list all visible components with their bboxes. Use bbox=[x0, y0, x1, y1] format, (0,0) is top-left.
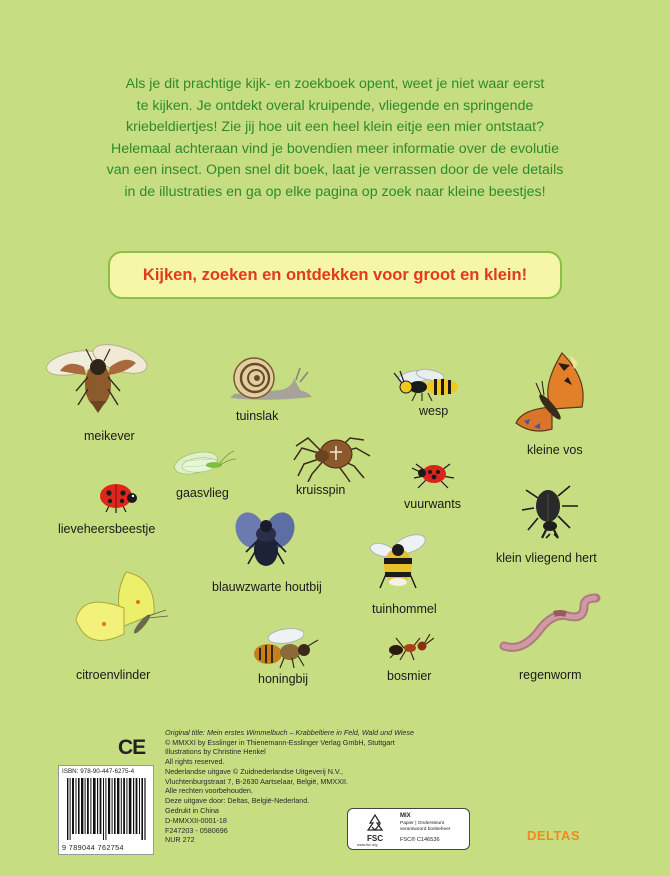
label-lieveheersbeestje: lieveheersbeestje bbox=[58, 522, 156, 536]
fsc-logo-text: FSC bbox=[367, 834, 383, 843]
fsc-tree-logo bbox=[356, 813, 394, 843]
code-line: D-MMXXII-0001-18 bbox=[165, 816, 227, 825]
label-honingbij: honingbij bbox=[258, 672, 309, 686]
fsc-text: Papier | Ondersteunt verantwoord bosbeheer bbox=[400, 821, 451, 832]
earthworm-illustration bbox=[498, 592, 602, 654]
slogan-banner: Kijken, zoeken en ontdekken voor groot en klein! bbox=[108, 251, 562, 299]
firebug-illustration bbox=[410, 458, 456, 490]
intro-line: Als je dit prachtige kijk- en zoekboek opent, weet je niet waar eerst bbox=[125, 76, 545, 92]
cockchafer-illustration bbox=[44, 337, 152, 423]
tortoiseshell-butterfly-illustration bbox=[512, 349, 590, 437]
credit-line: Gedrukt in China bbox=[165, 805, 219, 815]
fsc-label bbox=[347, 808, 470, 850]
stag-beetle-illustration bbox=[520, 480, 582, 540]
wood-ant-illustration bbox=[384, 632, 434, 664]
publisher-logo: DELTAS bbox=[527, 828, 581, 843]
cross-spider-illustration bbox=[292, 430, 372, 482]
label-gaasvlieg: gaasvlieg bbox=[176, 486, 229, 500]
barcode bbox=[58, 765, 154, 855]
bumblebee-illustration bbox=[366, 530, 430, 596]
fsc-mix: MIX bbox=[400, 813, 411, 819]
intro-line: in de illustraties en ga op elke pagina op zoek naar kleine beestjes! bbox=[124, 183, 546, 200]
credit-line: Alle rechten voorbehouden. bbox=[165, 786, 253, 796]
intro-line: kriebeldiertjes! Zie jij hoe uit een heel klein eitje een mier ontstaat? bbox=[126, 119, 544, 135]
intro-line: van een insect. Open snel dit boek, laat je verrassen door de vele details bbox=[106, 162, 564, 178]
credit-line: Deze uitgave door: Deltas, België-Nederland. bbox=[165, 795, 310, 805]
fsc-license: FSC® C146536 bbox=[400, 837, 440, 843]
isbn-text: ISBN: 978-90-447-6275-4 bbox=[62, 768, 135, 775]
label-bosmier: bosmier bbox=[387, 669, 432, 683]
snail-illustration bbox=[224, 356, 316, 404]
credit-line: Illustrations by Christine Henkel bbox=[165, 747, 266, 757]
label-tuinslak: tuinslak bbox=[236, 409, 279, 423]
code-line: F247203 - 0580696 bbox=[165, 825, 228, 835]
code-line: NUR 272 bbox=[165, 835, 195, 845]
intro-line: Helemaal achteraan vind je bovendien meer informatie over de evolutie bbox=[111, 140, 559, 157]
label-blauwzwarte-houtbij: blauwzwarte houtbij bbox=[212, 580, 322, 594]
credit-line: © MMXXI by Esslinger in Thienemann-Esslinger Verlag GmbH, Stuttgart bbox=[165, 737, 395, 747]
ladybird-illustration bbox=[88, 480, 142, 514]
carpenter-bee-illustration bbox=[234, 508, 298, 574]
credit-line: Vluchtenburgstraat 7, B-2630 Aartselaar, België, MMXXII. bbox=[165, 776, 348, 786]
barcode-digits: 9 789044 762754 bbox=[62, 843, 124, 852]
honeybee-illustration bbox=[246, 628, 320, 670]
fsc-url: www.fsc.org bbox=[357, 843, 378, 847]
brimstone-butterfly-illustration bbox=[72, 568, 172, 652]
label-wesp: wesp bbox=[419, 404, 449, 418]
lacewing-illustration bbox=[170, 445, 236, 479]
label-vuurwants: vuurwants bbox=[404, 497, 461, 511]
intro-text bbox=[40, 74, 630, 203]
label-tuinhommel: tuinhommel bbox=[372, 602, 437, 616]
wasp-illustration bbox=[392, 365, 466, 403]
label-meikever: meikever bbox=[84, 429, 135, 443]
label-regenworm: regenworm bbox=[519, 668, 582, 682]
credit-line: Original title: Mein erstes Wimmelbuch – Krabbeltiere in Feld, Wald und Wiese bbox=[165, 728, 415, 737]
barcode-bars bbox=[67, 778, 147, 840]
product-codes bbox=[165, 816, 228, 845]
label-citroenvlinder: citroenvlinder bbox=[76, 668, 151, 682]
credits bbox=[165, 728, 414, 815]
credit-line: Nederlandse uitgave © Zuidnederlandse Uitgeverij N.V., bbox=[165, 766, 344, 776]
credit-line: All rights reserved. bbox=[165, 757, 225, 767]
ce-mark: CE bbox=[118, 736, 146, 759]
label-klein-vliegend-hert: klein vliegend hert bbox=[496, 551, 597, 565]
label-kleine-vos: kleine vos bbox=[527, 443, 583, 457]
label-kruisspin: kruisspin bbox=[296, 483, 346, 497]
intro-line: te kijken. Je ontdekt overal kruipende, vliegende en springende bbox=[136, 97, 534, 114]
